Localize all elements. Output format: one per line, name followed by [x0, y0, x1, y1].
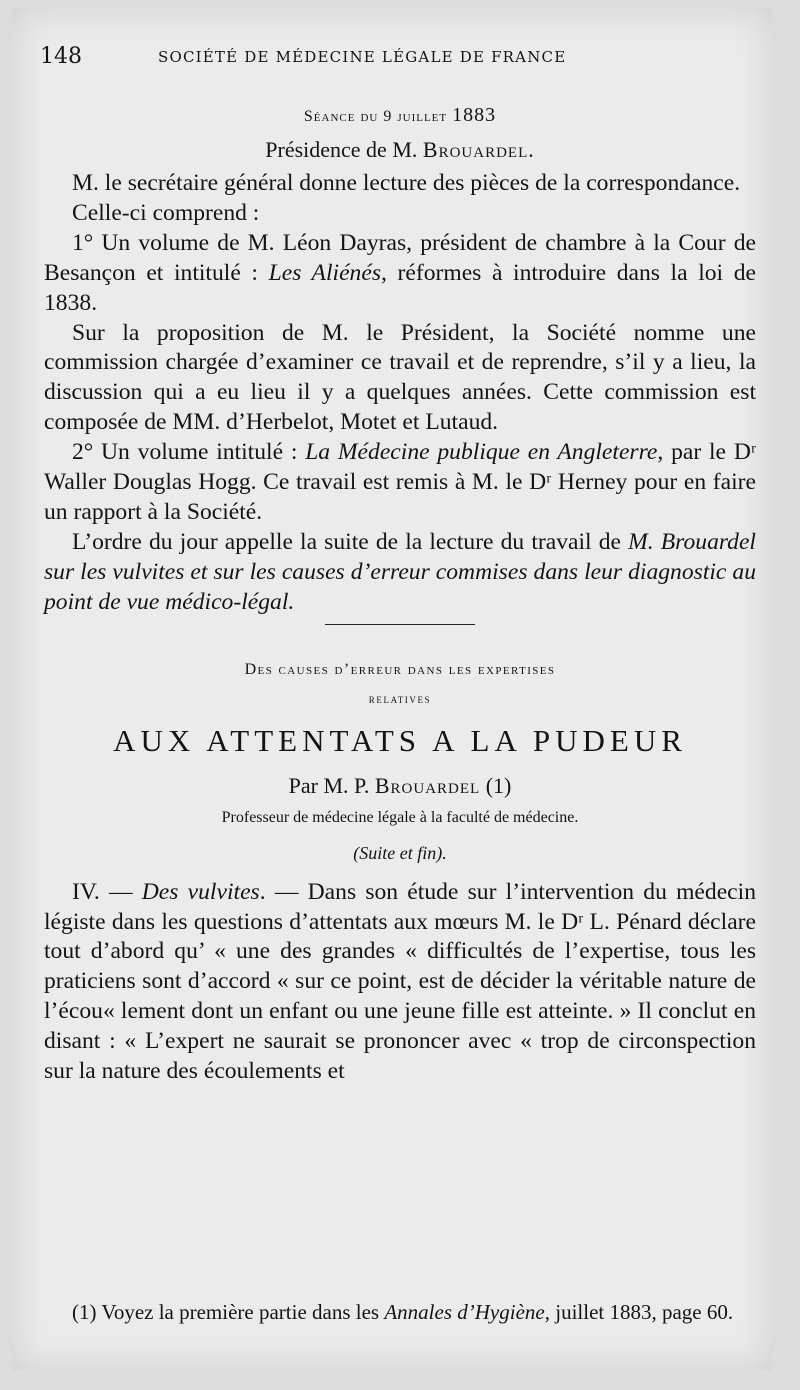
- session-date: [44, 104, 756, 127]
- author-prefix: Par M. P.: [288, 772, 375, 798]
- section-divider: [325, 624, 475, 625]
- item-2-text-c: , par le Dʳ Waller Douglas Hogg. Ce travail est remis à M. le Dʳ Herney pour en faire un rapport à la Société.: [44, 439, 756, 525]
- item-2-book-title: La Médecine publique en Angleterre: [305, 439, 658, 466]
- presidence-line: [44, 137, 756, 163]
- section-iv-heading: Des vulvites: [141, 878, 260, 905]
- paragraph-item-2: [44, 438, 756, 528]
- paragraph-section-iv: [44, 878, 756, 1087]
- item-1-text-a: 1° Un volume de M. Léon Dayras, président de chambre à la Cour de Besançon et intitulé :: [44, 229, 756, 286]
- section-subtitle: relatives: [368, 690, 432, 706]
- running-head: SOCIÉTÉ DE MÉDECINE LÉGALE DE FRANCE: [158, 48, 567, 66]
- president-name: Brouardel.: [422, 137, 535, 162]
- paragraph-comprend: Celle-ci comprend :: [72, 199, 260, 226]
- author-affiliation: Professeur de médecine légale à la faculté de médecine.: [221, 808, 579, 826]
- author-line: [44, 773, 756, 799]
- ordre-text-italic: M. Brouardel sur les vulvites et sur les causes d’erreur commises dans leur diagnostic au point de vue médico-légal.: [44, 528, 756, 615]
- section-iv-text: . — Dans son étude sur l’intervention du médecin légiste dans les questions d’attentats aux mœurs M. le Dʳ L. Pénard déclare tout d’abord qu’ « une des grandes « difficultés de l’expertise, tous les praticiens sont d’accord « sur ce point, est de décider la véritable nature de l’écou« lement dont un enfant ou une jeune fille est atteinte. » Il conclut en disant : « L’expert ne saurait se prononcer avec « trop de circonspection sur la nature des écoulements et: [44, 878, 756, 1085]
- item-2-text-a: 2° Un volume intitulé :: [72, 439, 306, 466]
- item-1-text-c: , réformes à introduire dans la loi de 1838.: [44, 259, 756, 316]
- section-iv-number: IV. —: [72, 878, 142, 905]
- session-date-label: Séance du 9 juillet: [303, 108, 453, 125]
- suite-note: [44, 843, 756, 864]
- footnote-journal: Annales d’Hygiène: [384, 1300, 545, 1324]
- paragraph-item-1: [44, 229, 756, 319]
- paragraph-correspondence: M. le secrétaire général donne lecture des pièces de la correspondance.: [72, 170, 741, 196]
- session-year: 1883: [452, 104, 497, 126]
- paragraph-ordre-du-jour: [44, 528, 756, 618]
- footnote: [44, 1300, 756, 1325]
- section-title: Des causes d’erreur dans les expertises: [244, 660, 556, 678]
- page: [12, 8, 772, 1370]
- item-1-book-title: Les Aliénés: [268, 259, 381, 286]
- author-name: Brouardel: [374, 772, 481, 798]
- article-title: AUX ATTENTATS A LA PUDEUR: [113, 722, 687, 758]
- suite-text: (Suite et fin).: [353, 842, 447, 863]
- footnote-text-a: (1) Voyez la première partie dans les: [72, 1300, 385, 1324]
- paragraph-commission: Sur la proposition de M. le Président, la Société nomme une commission chargée d’examiner ce travail et de reprendre, s’il y a lieu, la discussion qui a eu lieu il y a quelques années. Cette commission est composée de MM. d’Herbelot, Motet et Lutaud.: [44, 319, 756, 436]
- presidence-prefix: Présidence de M.: [265, 137, 423, 162]
- page-header: [40, 44, 748, 74]
- footnote-text-c: , juillet 1883, page 60.: [544, 1300, 734, 1324]
- author-footnote-ref: (1): [480, 772, 512, 798]
- page-number: 148: [40, 44, 82, 69]
- page-body: [44, 104, 756, 1087]
- ordre-text-a: L’ordre du jour appelle la suite de la lecture du travail de: [72, 528, 629, 555]
